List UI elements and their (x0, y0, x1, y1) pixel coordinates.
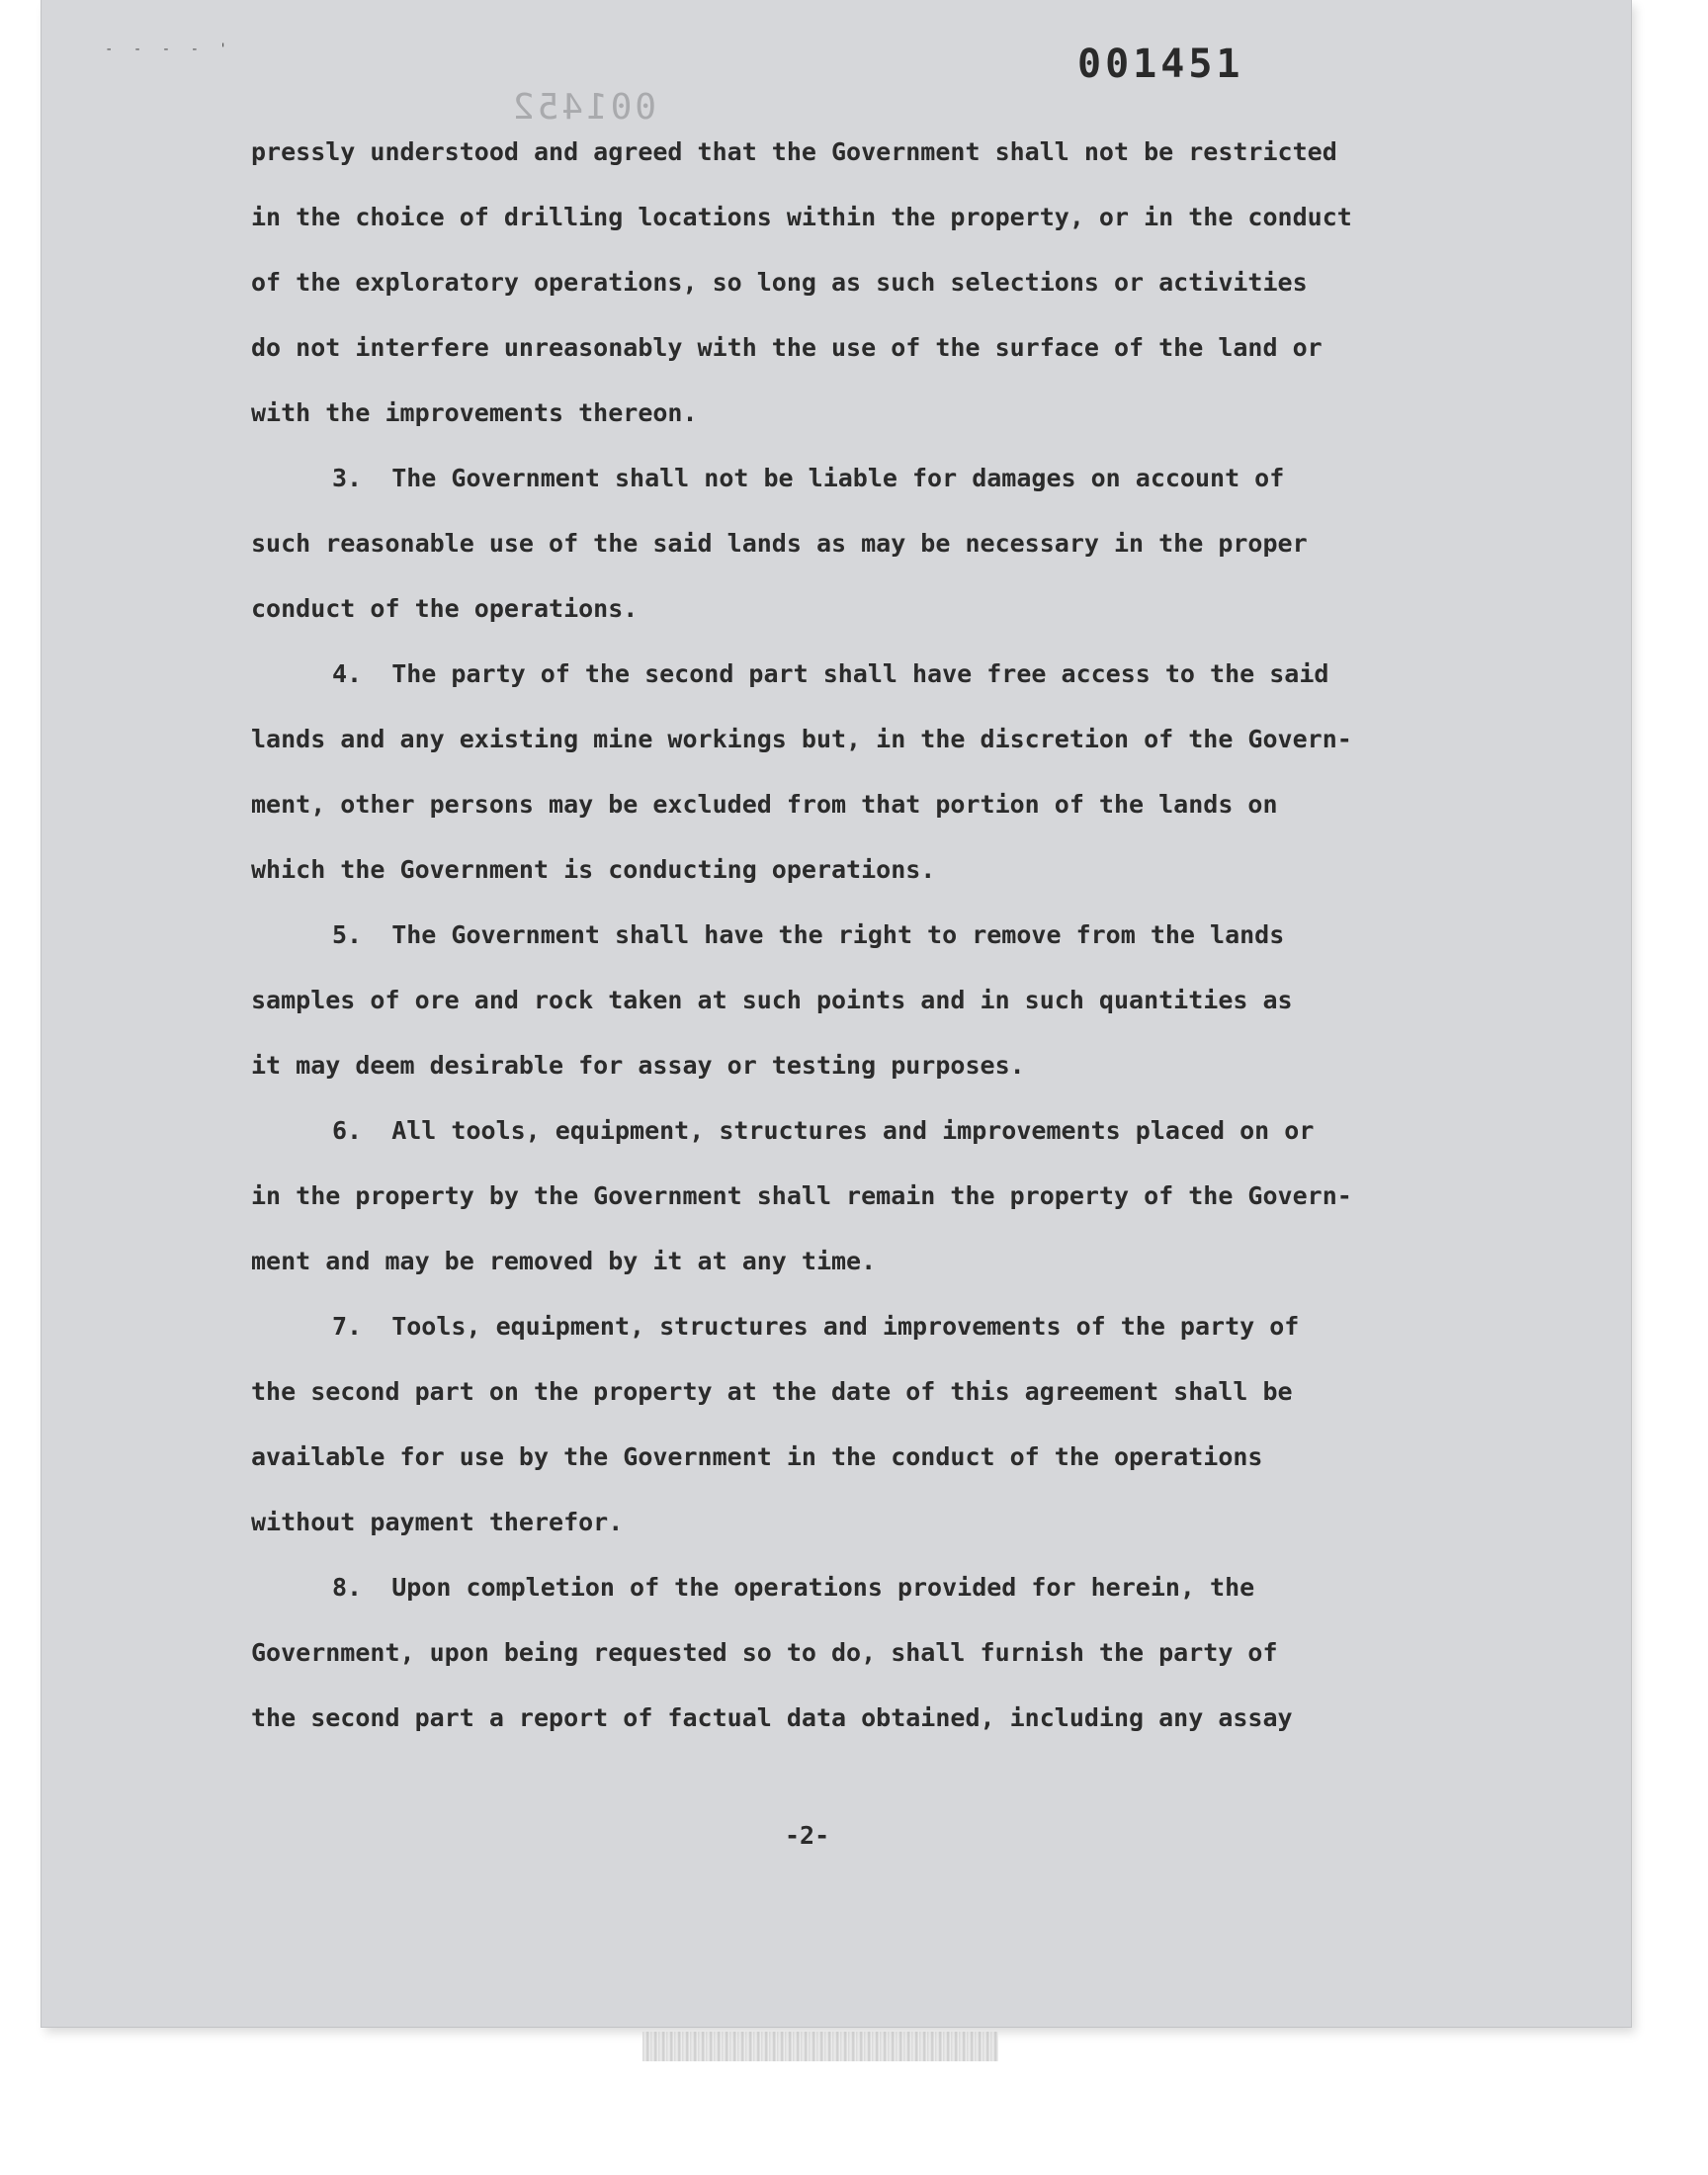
text-line: in the property by the Government shall remain the property of the Govern- (251, 1181, 1352, 1210)
scanner-artifact (642, 2032, 998, 2061)
text-line: with the improvements thereon. (251, 398, 698, 427)
text-line: 3. The Government shall not be liable for damages on account of (332, 464, 1285, 492)
text-line: which the Government is conducting operations. (251, 855, 936, 884)
text-line: samples of ore and rock taken at such points and in such quantities as (251, 986, 1293, 1014)
text-line: the second part a report of factual data obtained, including any assay (251, 1703, 1293, 1732)
body-text (251, 132, 1496, 1764)
text-line: 8. Upon completion of the operations provided for herein, the (332, 1573, 1255, 1602)
bleed-through-number: 001452 (510, 87, 657, 128)
text-line: 5. The Government shall have the right to remove from the lands (332, 920, 1285, 949)
scan-marks: - - - - ' (105, 42, 233, 57)
text-line: do not interfere unreasonably with the use of the surface of the land or (251, 333, 1323, 362)
text-line: lands and any existing mine workings but, in the discretion of the Govern- (251, 725, 1352, 753)
document-number: 001451 (1077, 42, 1244, 87)
text-line: pressly understood and agreed that the Government shall not be restricted (251, 137, 1337, 166)
text-line: such reasonable use of the said lands as may be necessary in the proper (251, 529, 1308, 558)
text-line: 4. The party of the second part shall have free access to the said (332, 659, 1329, 688)
text-line: 6. All tools, equipment, structures and improvements placed on or (332, 1116, 1315, 1145)
text-line: ment and may be removed by it at any time. (251, 1247, 877, 1275)
text-line: conduct of the operations. (251, 594, 639, 623)
text-line: ment, other persons may be excluded from that portion of the lands on (251, 790, 1278, 819)
text-line: 7. Tools, equipment, structures and improvements of the party of (332, 1312, 1300, 1341)
text-line: the second part on the property at the date of this agreement shall be (251, 1377, 1293, 1406)
text-line: of the exploratory operations, so long as such selections or activities (251, 268, 1308, 297)
text-line: Government, upon being requested so to do, shall furnish the party of (251, 1638, 1278, 1667)
text-line: available for use by the Government in the conduct of the operations (251, 1442, 1263, 1471)
text-line: in the choice of drilling locations within the property, or in the conduct (251, 203, 1352, 231)
text-line: without payment therefor. (251, 1508, 624, 1536)
page-number: -2- (785, 1821, 830, 1850)
text-line: it may deem desirable for assay or testing purposes. (251, 1051, 1025, 1080)
